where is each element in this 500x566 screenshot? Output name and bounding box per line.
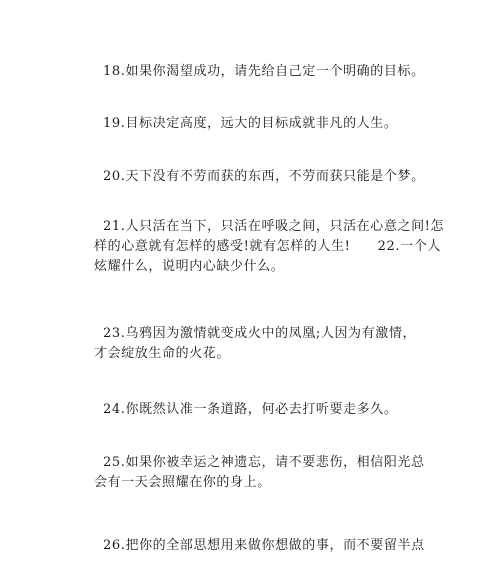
text-line: 25.如果你被幸运之神遗忘，请不要悲伤，相信阳光总 — [103, 455, 425, 470]
quote-paragraph-23 — [94, 324, 443, 364]
text-line: 会有一天会照耀在你的身上。 — [94, 475, 271, 490]
text-line: 炫耀什么，说明内心缺少什么。 — [94, 259, 285, 274]
text-line: 18.如果你渴望成功，请先给自己定一个明确的目标。 — [103, 64, 425, 79]
quote-paragraph-24 — [103, 400, 443, 420]
text-line: 21.人只活在当下，只活在呼吸之间，只活在心意之间!怎 — [103, 219, 445, 234]
quote-paragraph-26 — [103, 536, 443, 556]
quote-paragraph-19 — [103, 114, 443, 134]
text-line: 样的心意就有怎样的感受!就有怎样的人生! 22.一个人 — [94, 239, 441, 254]
text-line: 才会绽放生命的火花。 — [94, 346, 231, 361]
quote-paragraph-18 — [103, 62, 443, 82]
text-line: 19.目标决定高度，远大的目标成就非凡的人生。 — [103, 116, 398, 131]
text-line: 20.天下没有不劳而获的东西，不劳而获只能是个梦。 — [103, 169, 425, 184]
quote-paragraph-21-22 — [94, 217, 445, 277]
text-line: 24.你既然认准一条道路，何必去打听要走多久。 — [103, 402, 398, 417]
text-line: 26.把你的全部思想用来做你想做的事，而不要留半点 — [103, 538, 425, 553]
quote-paragraph-20 — [103, 167, 443, 187]
quote-paragraph-25 — [94, 453, 443, 493]
text-line: 23.乌鸦因为激情就变成火中的凤凰;人因为有激情， — [103, 326, 417, 341]
